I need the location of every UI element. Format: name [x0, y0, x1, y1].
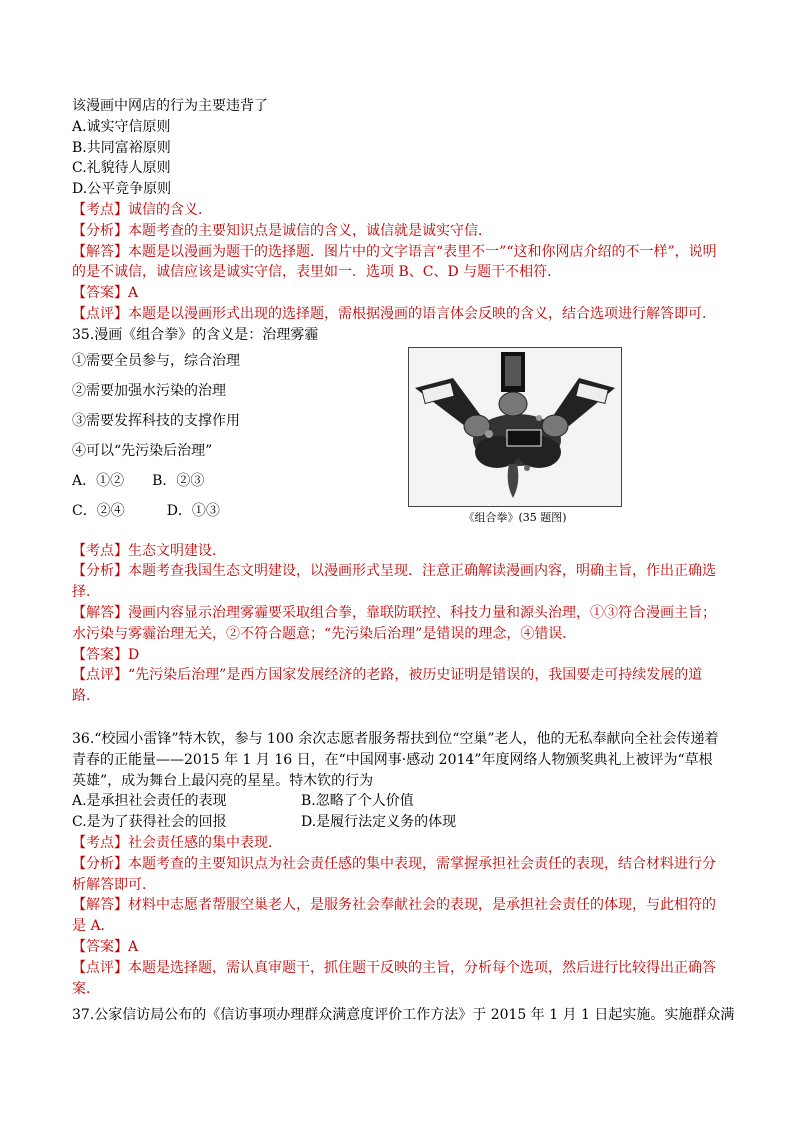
q36-options-row-1 — [72, 791, 722, 812]
cartoon-image — [408, 347, 622, 507]
q36-kaodian: 【考点】社会责任感的集中表现． — [72, 834, 282, 851]
q35-stem: 35.漫画《组合拳》的含义是：治理雾霾 — [72, 326, 319, 343]
q35-choice-cd: C．②④ D．①③ — [72, 502, 220, 519]
q36-options-row-2 — [72, 812, 722, 833]
cartoon-figure — [408, 347, 622, 528]
q36-option-c: C.是为了获得社会的回报 — [72, 814, 227, 831]
q36-jieda: 【解答】材料中志愿者帮服空巢老人，是服务社会奉献社会的表现，是承担社会责任的体现，与此相符的是 A． — [72, 897, 716, 935]
document-page — [72, 96, 735, 1026]
q37-stem: 37.公家信访局公布的《信访事项办理群众满意度评价工作方法》于 2015 年 1 月 1 日起实施。实施群众满 — [72, 1007, 735, 1024]
q34-option-c: C.礼貌待人原则 — [72, 160, 171, 177]
q34-option-b: B.共同富裕原则 — [72, 139, 171, 156]
q34-stem: 该漫画中网店的行为主要违背了 — [72, 98, 268, 114]
q34-jieda: 【解答】本题是以漫画为题干的选择题．图片中的文字语言“表里不一”“这和你网店介绍的不一样”，说明的是不诚信，诚信应该是诚实守信，表里如一．选项 B、C、D 与题干不相符． — [72, 243, 717, 281]
q35-item-1: ①需要全员参与，综合治理 — [72, 352, 240, 369]
q34-kaodian: 【考点】诚信的含义． — [72, 201, 212, 218]
q35-choice-ab: A．①② B．②③ — [72, 472, 205, 489]
q34-daan: 【答案】A — [72, 285, 139, 302]
q36-dianping: 【点评】本题是选择题，需认真审题干，抓住题干反映的主旨，分析每个选项，然后进行比较得出正确答案． — [72, 959, 716, 997]
q34-fenxi: 【分析】本题考查的主要知识点是诚信的含义，诚信就是诚实守信． — [72, 222, 492, 239]
q35-item-2: ②需要加强水污染的治理 — [72, 382, 226, 399]
q35-fenxi: 【分析】本题考查我国生态文明建设，以漫画形式呈现．注意正确解读漫画内容，明确主旨，作出正确选择． — [72, 563, 716, 601]
q35-dianping: 【点评】“先污染后治理”是西方国家发展经济的老路，被历史证明是错误的，我国要走可持续发展的道路． — [72, 667, 703, 705]
q36-fenxi: 【分析】本题考查的主要知识点为社会责任感的集中表现，需掌握承担社会责任的表现，结合材料进行分析解答即可． — [72, 855, 716, 893]
q35-item-4: ④可以“先污染后治理” — [72, 442, 213, 459]
q35-daan: 【答案】D — [72, 646, 140, 663]
q34-dianping: 【点评】本题是以漫画形式出现的选择题，需根据漫画的语言体会反映的含义，结合选项进行解答即可． — [72, 305, 716, 322]
q34-option-d: D.公平竞争原则 — [72, 181, 172, 198]
q36-option-a: A.是承担社会责任的表现 — [72, 793, 227, 810]
q34-option-a: A.诚实守信原则 — [72, 118, 171, 135]
q35-body — [72, 346, 722, 541]
cartoon-illustration-icon — [409, 348, 621, 506]
q36-option-d: D.是履行法定义务的体现 — [301, 814, 457, 831]
q35-kaodian: 【考点】生态文明建设． — [72, 542, 226, 559]
q36-stem: 36.“校园小雷锋”特木钦，参与 100 余次志愿者服务帮扶到位“空巢”老人，他的无私奉献向全社会传递着青春的正能量——2015 年 1 月 16 日，在“中国网事·感动 2014”年度网络人物颁奖典礼上被评为“草根英雄”，成为舞台上最闪亮的星星。特木钦的行为 — [72, 730, 719, 789]
q36-daan: 【答案】A — [72, 938, 139, 955]
q36-option-b: B.忽略了个人价值 — [301, 793, 414, 810]
figure-caption: 《组合拳》(35 题图) — [463, 510, 567, 524]
q35-jieda: 【解答】漫画内容显示治理雾霾要采取组合拳，靠联防联控、科技力量和源头治理，①③符合漫画主旨；水污染与雾霾治理无关，②不符合题意；“先污染后治理”是错误的理念，④错误． — [72, 604, 716, 642]
q35-item-3: ③需要发挥科技的支撑作用 — [72, 412, 240, 429]
